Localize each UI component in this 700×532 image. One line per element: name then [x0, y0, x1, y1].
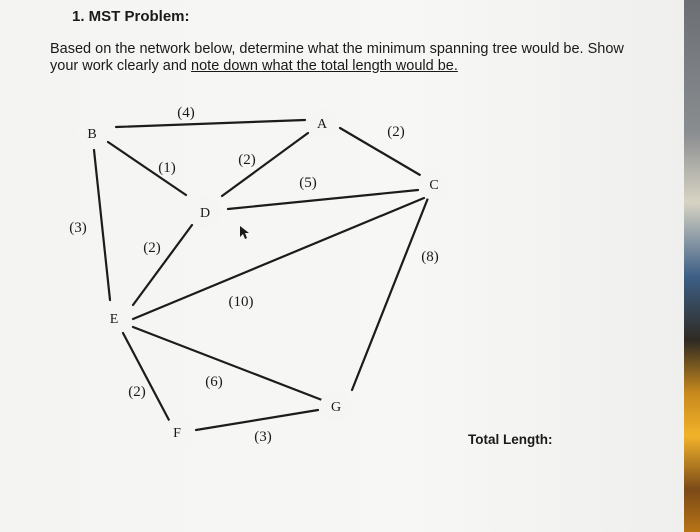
edge-c-g [352, 198, 428, 390]
problem-heading: 1. MST Problem: [72, 8, 190, 25]
node-label-g: G [330, 400, 342, 415]
node-g [320, 390, 352, 422]
edge-e-d [133, 225, 192, 305]
weight-f-g: (3) [254, 429, 272, 445]
edge-b-a [116, 120, 305, 127]
node-b [78, 119, 106, 147]
node-label-d: D [199, 206, 211, 221]
node-a [307, 108, 337, 138]
weight-e-c: (10) [228, 294, 254, 310]
edge-d-c [228, 190, 418, 209]
mouse-cursor-icon [240, 226, 249, 239]
background-edge [684, 0, 700, 532]
weight-d-c: (5) [299, 175, 317, 191]
instructions-text: Based on the network below, determine what the minimum spanning tree would be. Show your work clearly and [50, 41, 624, 74]
node-label-b: B [87, 127, 97, 142]
weight-b-a: (4) [177, 105, 195, 121]
total-length-label: Total Length: [468, 432, 553, 447]
node-label-a: A [316, 117, 328, 132]
node-e [99, 303, 129, 333]
edge-a-c [340, 128, 420, 175]
weight-d-a: (2) [238, 152, 256, 168]
edge-e-g [133, 327, 322, 400]
node-label-f: F [173, 426, 181, 441]
node-label-c: C [429, 178, 439, 193]
weight-a-c: (2) [387, 124, 405, 140]
node-f [163, 418, 191, 446]
weight-c-g: (8) [421, 249, 439, 265]
edge-e-f [123, 333, 170, 422]
edge-f-g [196, 410, 318, 430]
weight-b-e: (3) [69, 220, 87, 236]
edge-e-c [133, 198, 424, 319]
weight-e-g: (6) [205, 374, 223, 390]
weight-e-d: (2) [143, 240, 161, 256]
weight-b-d: (1) [158, 160, 176, 176]
instructions-underlined-text: note down what the total length would be. [191, 58, 458, 74]
weight-e-f: (2) [128, 384, 146, 400]
node-label-e: E [109, 312, 119, 327]
edge-b-e [94, 150, 110, 300]
node-d [189, 196, 221, 228]
node-c [418, 168, 450, 200]
edge-d-a [222, 133, 308, 196]
